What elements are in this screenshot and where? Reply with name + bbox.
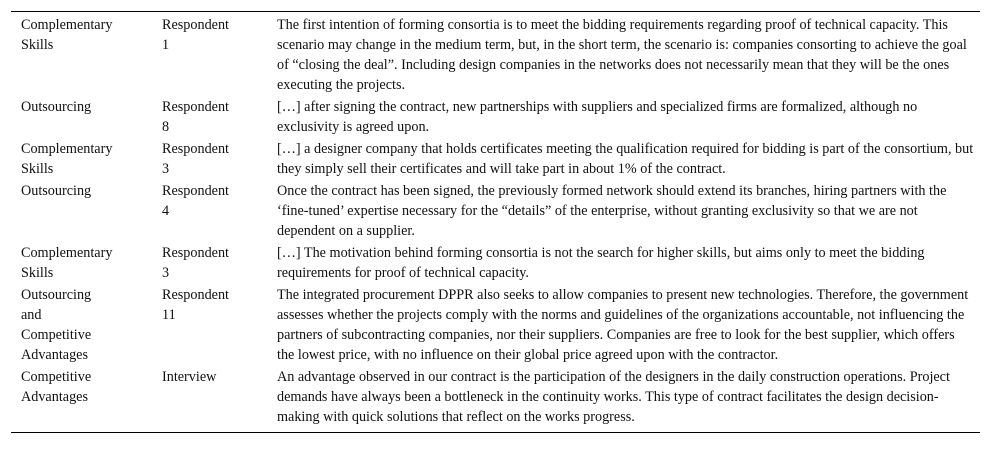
table-row [11, 12, 980, 96]
quote-cell: Once the contract has been signed, the previously formed network should extend its branches, hiring partners with the ‘fine-tuned’ expertise necessary for the “details” of the enterprise, without granting exclusivity so that we are not dependent on a supplier. [277, 183, 947, 239]
table-row [11, 138, 980, 180]
table-row [11, 284, 980, 366]
quote-cell: The integrated procurement DPPR also seeks to allow companies to present new technologies. Therefore, the government assesses whether the projects comply with the norms and guidelines of the organizations accountable, not influencing the partners of subcontracting companies, nor their suppliers. Companies are free to look for the best supplier, which offers the lowest price, with no influence on their global price agreed upon with the contractor. [277, 287, 969, 363]
quotes-table-container [11, 11, 980, 433]
quote-cell: […] a designer company that holds certificates meeting the qualification required for bidding is part of the consortium, but they simply sell their certificates and will take part in about 1% of the contract. [277, 141, 974, 177]
quote-cell: […] after signing the contract, new partnerships with suppliers and specialized firms are formalized, although no exclusivity is agreed upon. [277, 99, 918, 135]
theme-cell: Outsourcing [21, 183, 92, 199]
source-cell: Respondent 3 [162, 245, 229, 281]
theme-cell: Competitive Advantages [21, 369, 92, 405]
table-row [11, 242, 980, 284]
table-row [11, 366, 980, 432]
theme-cell: Complementary Skills [21, 141, 113, 177]
quotes-table [11, 12, 980, 432]
source-cell: Respondent 4 [162, 183, 229, 219]
theme-cell: Outsourcing [21, 99, 92, 115]
theme-cell: Outsourcing and Competitive Advantages [21, 287, 92, 363]
quote-cell: An advantage observed in our contract is the participation of the designers in the daily construction operations. Project demands have always been a bottleneck in the continuity works. This type of contract facilitates the design decision-making with quick solutions that reflect on the works progress. [277, 369, 950, 425]
theme-cell: Complementary Skills [21, 245, 113, 281]
source-cell: Respondent 1 [162, 17, 229, 53]
quote-cell: The first intention of forming consortia is to meet the bidding requirements regarding proof of technical capacity. This scenario may change in the medium term, but, in the short term, the scenario is: companies consorting to achieve the goal of “closing the deal”. Including design companies in the networks does not necessarily mean that they will be the ones executing the projects. [277, 17, 967, 93]
table-row [11, 180, 980, 242]
source-cell: Respondent 11 [162, 287, 229, 323]
theme-cell: Complementary Skills [21, 17, 113, 53]
source-cell: Respondent 8 [162, 99, 229, 135]
source-cell: Interview [162, 369, 217, 385]
source-cell: Respondent 3 [162, 141, 229, 177]
table-row [11, 96, 980, 138]
quote-cell: […] The motivation behind forming consortia is not the search for higher skills, but aims only to meet the bidding requirements for proof of technical capacity. [277, 245, 925, 281]
